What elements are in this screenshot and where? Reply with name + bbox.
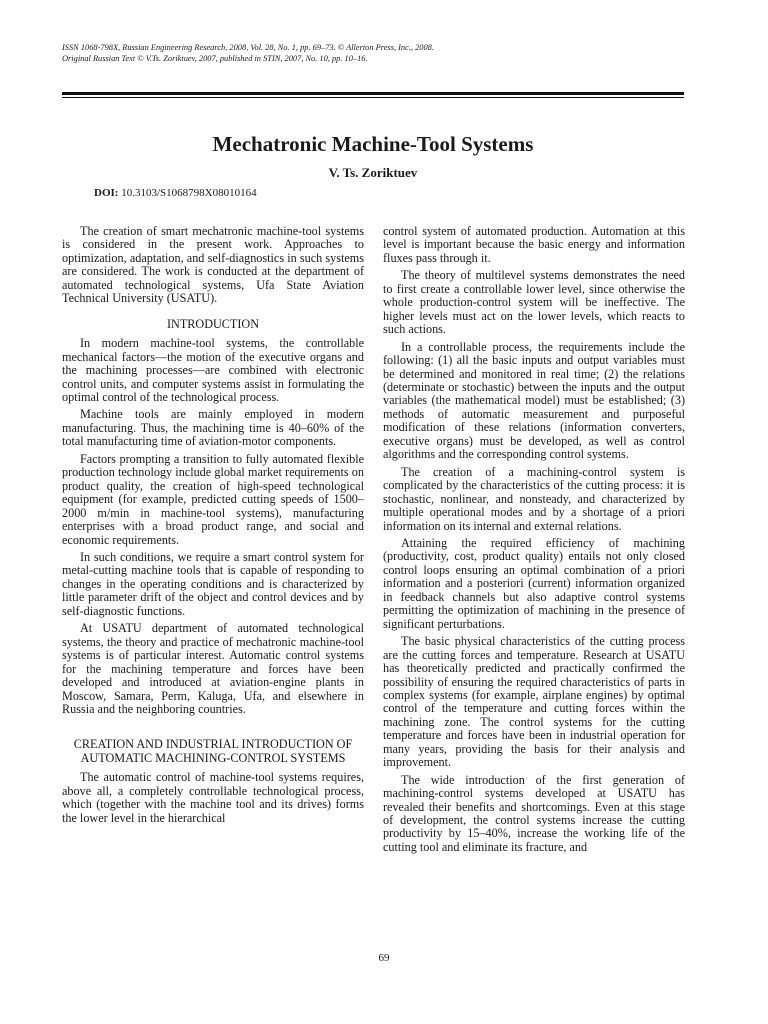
body-paragraph: Factors prompting a transition to fully automated flexible production technology include global market requirements on product quality, the creation of high-speed technological equipment (for example, predicted cutting speeds of 1500–2000 m/min in machine-tool systems), manufacturing enterprises with a broad product range, and social and economic requirements. [62, 451, 364, 547]
page-number: 69 [378, 952, 390, 964]
journal-citation-line: ISSN 1068-798X, Russian Engineering Research, 2008, Vol. 28, No. 1, pp. 69–73. © Allerton Press, Inc., 2008. [62, 43, 434, 52]
doi-value: 10.3103/S1068798X08010164 [118, 187, 257, 199]
header-rule-thick [62, 92, 684, 95]
body-paragraph: The basic physical characteristics of the cutting process are the cutting forces and temperature. Research at USATU has theoretically predicted and practically confirmed the possibility of ensuring the required characteristics of parts in complex systems (for example, airplane engines) by optimal control of the temperature and cutting forces within the machining zone. The control systems for the cutting temperature and forces have been in industrial operation for many years, providing the basis for their analysis and improvement. [383, 634, 685, 770]
body-paragraph: At USATU department of automated technological systems, the theory and practice of mechatronic machine-tool systems is of particular interest. Automatic control systems for the machining temperature and forces have been developed and introduced at aviation-engine plants in Moscow, Samara, Perm, Kaluga, Ufa, and elsewhere in Russia and the neighboring countries. [62, 621, 364, 716]
body-paragraph-continued: control system of automated production. Automation at this level is important because the basic energy and information fluxes pass through it. [383, 224, 685, 265]
body-paragraph: The theory of multilevel systems demonstrates the need to first create a controllable lower level, since otherwise the whole production-control system will be ineffective. The higher levels must act on the lower levels, which reacts to such actions. [383, 268, 685, 337]
doi-line [94, 186, 257, 201]
right-column [383, 225, 685, 858]
body-paragraph: The automatic control of machine-tool systems requires, above all, a completely controllable technological process, which (together with the machine tool and its drives) forms the lower level in the hierarchical [62, 770, 364, 825]
original-text-line: Original Russian Text © V.Ts. Zoriktuev, 2007, published in STIN, 2007, No. 10, pp. 10–16. [62, 54, 368, 63]
body-paragraph: Attaining the required efficiency of machining (productivity, cost, product quality) entails not only closed control loops ensuring an optimal combination of a priori information and a posteriori (current) information organized in feedback channels but also adaptive control systems permitting the optimization of machining in the presence of significant perturbations. [383, 535, 685, 631]
abstract-paragraph: The creation of smart mechatronic machine-tool systems is considered in the present work. Approaches to optimization, adaptation, and self-diagnostics in such systems are considered. The work is conducted at the department of automated technological systems, Ufa State Aviation Technical University (USATU). [62, 224, 364, 306]
section-heading-creation: CREATION AND INDUSTRIAL INTRODUCTION OF AUTOMATIC MACHINING-CONTROL SYSTEMS [73, 737, 353, 765]
journal-header [62, 42, 702, 64]
doi-label: DOI: [94, 187, 119, 199]
section-heading-introduction: INTRODUCTION [166, 316, 260, 331]
body-paragraph: In a controllable process, the requirements include the following: (1) all the basic inputs and output variables must be determined and monitored in real time; (2) the relations (determinate or stochastic) between the inputs and the output variables (the mathematical model) must be established; (3) methods of automatic measurement and purposeful modification of these relations (information converters, executive organs) must be developed, as well as control algorithms and the corresponding control systems. [383, 339, 685, 462]
body-paragraph: The creation of a machining-control system is complicated by the characteristics of the cutting process: it is stochastic, nonlinear, and nonsteady, and characterized by multiple operational modes and by a shortage of a priori information on its internal and external relations. [383, 464, 685, 533]
header-rule-thin [62, 97, 684, 98]
article-author: V. Ts. Zoriktuev [328, 165, 418, 180]
article-title: Mechatronic Machine-Tool Systems [212, 132, 534, 156]
body-paragraph: In modern machine-tool systems, the controllable mechanical factors—the motion of the executive organs and the machining processes—are combined with electronic control units, and computer systems assist in formulating the optimal control of the technological process. [62, 336, 364, 404]
body-paragraph: The wide introduction of the first generation of machining-control systems developed at USATU has revealed their benefits and shortcomings. Even at this stage of development, the control systems increase the cutting productivity by 15–40%, increase the working life of the cutting tool and eliminate its fracture, and [383, 772, 685, 854]
left-column [62, 225, 364, 829]
body-paragraph: In such conditions, we require a smart control system for metal-cutting machine tools that is capable of responding to changes in the operating conditions and is characterized by little parameter drift of the object and control devices and by self-diagnostic functions. [62, 549, 364, 618]
body-paragraph: Machine tools are mainly employed in modern manufacturing. Thus, the machining time is 40–60% of the total manufacturing time of aviation-motor components. [62, 407, 364, 449]
